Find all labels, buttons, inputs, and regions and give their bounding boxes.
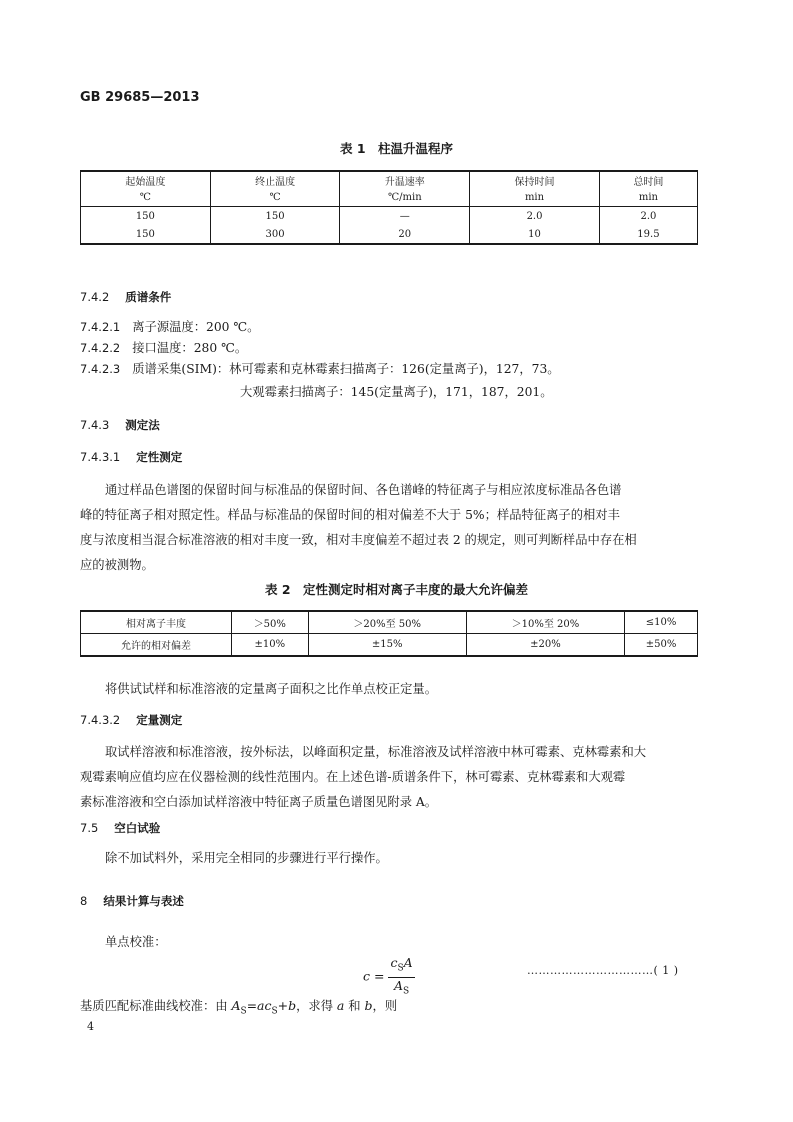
eq-label: ( 1 ) [653,964,679,977]
table1-temperature-program [80,170,698,245]
section-number: 7.5 [80,821,99,835]
section-7-4-3-1 [80,449,182,465]
paragraph-blank-test: 除不加试料外，采用完全相同的步骤进行平行操作。 [105,851,388,865]
t1-cell: 300 [210,225,340,244]
t1-cell: 2.0 [599,207,697,226]
t1-unit: ℃ [81,189,211,207]
section-number: 7.4.3.1 [80,450,121,464]
section-7-4-2 [80,289,171,305]
text: ，求得 [296,999,337,1013]
eq-var: c [390,955,398,970]
text: 和 [344,999,365,1013]
section-title: 空白试验 [114,821,161,835]
t1-unit: min [599,189,697,207]
t1-header: 起始温度 [81,171,211,189]
clause-number: 7.4.2.3 [80,362,121,376]
section-number: 8 [80,894,88,908]
formula-eq: = [246,999,257,1013]
paragraph-matrix-calibration [80,993,397,1024]
formula-var: b [364,998,373,1013]
clause-number: 7.4.2.2 [80,341,121,355]
t2-cell: ≤10% [625,611,698,634]
t2-cell: ＞20%至 50% [308,611,466,634]
paragraph-single-point-note: 将供试试样和标准溶液的定量离子面积之比作单点校正定量。 [105,682,438,696]
t2-cell: ＞50% [232,611,309,634]
table2-caption: 表 2 定性测定时相对离子丰度的最大允许偏差 [264,582,529,597]
paragraph-line: 度与浓度相当混合标准溶液的相对丰度一致，相对丰度偏差不超过表 2 的规定，则可判断样品中存在相 [80,533,637,547]
t1-cell: 20 [340,225,470,244]
paragraph-quantitative [80,740,700,815]
t1-header: 总时间 [599,171,697,189]
formula-sub: S [271,1006,278,1017]
t2-cell: 允许的相对偏差 [81,634,232,657]
t1-header: 保持时间 [470,171,600,189]
t1-unit: min [470,189,600,207]
eq-sub: S [403,986,410,996]
t1-cell: 19.5 [599,225,697,244]
section-7-4-3-2 [80,712,182,728]
t1-header: 终止温度 [210,171,340,189]
eq-var: A [393,977,403,993]
section-7-4-3 [80,417,160,433]
t2-cell: ±20% [466,634,624,657]
paragraph-line: 取试样溶液和标准溶液，按外标法，以峰面积定量，标准溶液及试样溶液中林可霉素、克林霉素和大 [105,745,647,759]
t1-unit: ℃/min [340,189,470,207]
paragraph-line: 峰的特征离子相对照定性。样品与标准品的保留时间的相对偏差不大于 5%；样品特征离子的相对丰 [80,508,620,522]
clause-number: 7.4.2.1 [80,320,121,334]
t2-cell: 相对离子丰度 [81,611,232,634]
clause-text: 离子源温度：200 ℃。 [132,320,260,334]
t1-cell: — [340,207,470,226]
text: 基质匹配标准曲线校准：由 [80,999,232,1013]
t1-cell: 150 [81,207,211,226]
section-title: 质谱条件 [125,290,172,304]
eq-var: A [403,955,413,970]
t1-unit: ℃ [210,189,340,207]
clause-7-4-2-3 [80,357,560,382]
eq-dots: …………………………… [527,964,654,977]
section-title: 定量测定 [136,713,183,727]
clause-text: 接口温度：280 ℃。 [132,341,248,355]
eq-numerator [388,955,414,978]
t1-cell: 150 [210,207,340,226]
paragraph-qualitative [80,478,700,578]
eq-equals: = [374,968,385,984]
t1-cell: 2.0 [470,207,600,226]
paragraph-line: 应的被测物。 [80,558,154,572]
section-7-5 [80,820,160,836]
t1-header: 升温速率 [340,171,470,189]
t2-cell: ±10% [232,634,309,657]
equation-1-leader [527,964,679,977]
clause-7-4-2-3-cont: 大观霉素扫描离子：145(定量离子)，171，187，201。 [240,385,553,399]
paragraph-line: 通过样品色谱图的保留时间与标准品的保留时间、各色谱峰的特征离子与相应浓度标准品各色谱 [105,483,622,497]
t1-cell: 10 [470,225,600,244]
t2-cell: ±15% [308,634,466,657]
section-8 [80,893,184,909]
paragraph-line: 观霉素响应值均应在仪器检测的线性范围内。在上述色谱-质谱条件下，林可霉素、克林霉素和大观霉 [80,770,626,784]
t2-cell: ＞10%至 20% [466,611,624,634]
table2-ion-abundance [80,610,698,657]
t1-cell: 150 [81,225,211,244]
eq-sub: S [397,963,404,974]
formula-var: a [336,998,345,1013]
section-title: 结果计算与表述 [103,894,184,908]
paragraph-line: 素标准溶液和空白添加试样溶液中特征离子质量色谱图见附录 A。 [80,795,438,809]
clause-text: 质谱采集(SIM)：林可霉素和克林霉素扫描离子：126(定量离子)，127，73。 [132,362,560,376]
t2-cell: ±50% [625,634,698,657]
document-code: GB 29685—2013 [80,90,200,105]
formula-var: A [231,998,241,1013]
paragraph-single-point-calibration: 单点校准： [105,935,167,949]
formula-var: +b [277,998,297,1013]
text: ，则 [372,999,398,1013]
section-number: 7.4.3.2 [80,713,121,727]
formula-sub: S [240,1006,247,1017]
section-title: 定性测定 [136,450,183,464]
table1-caption: 表 1 柱温升温程序 [339,141,454,156]
eq-lhs: c [363,968,371,984]
formula-var: ac [257,998,272,1013]
section-title: 测定法 [125,418,160,432]
section-number: 7.4.3 [80,418,110,432]
section-number: 7.4.2 [80,290,110,304]
page-number: 4 [87,1020,94,1033]
